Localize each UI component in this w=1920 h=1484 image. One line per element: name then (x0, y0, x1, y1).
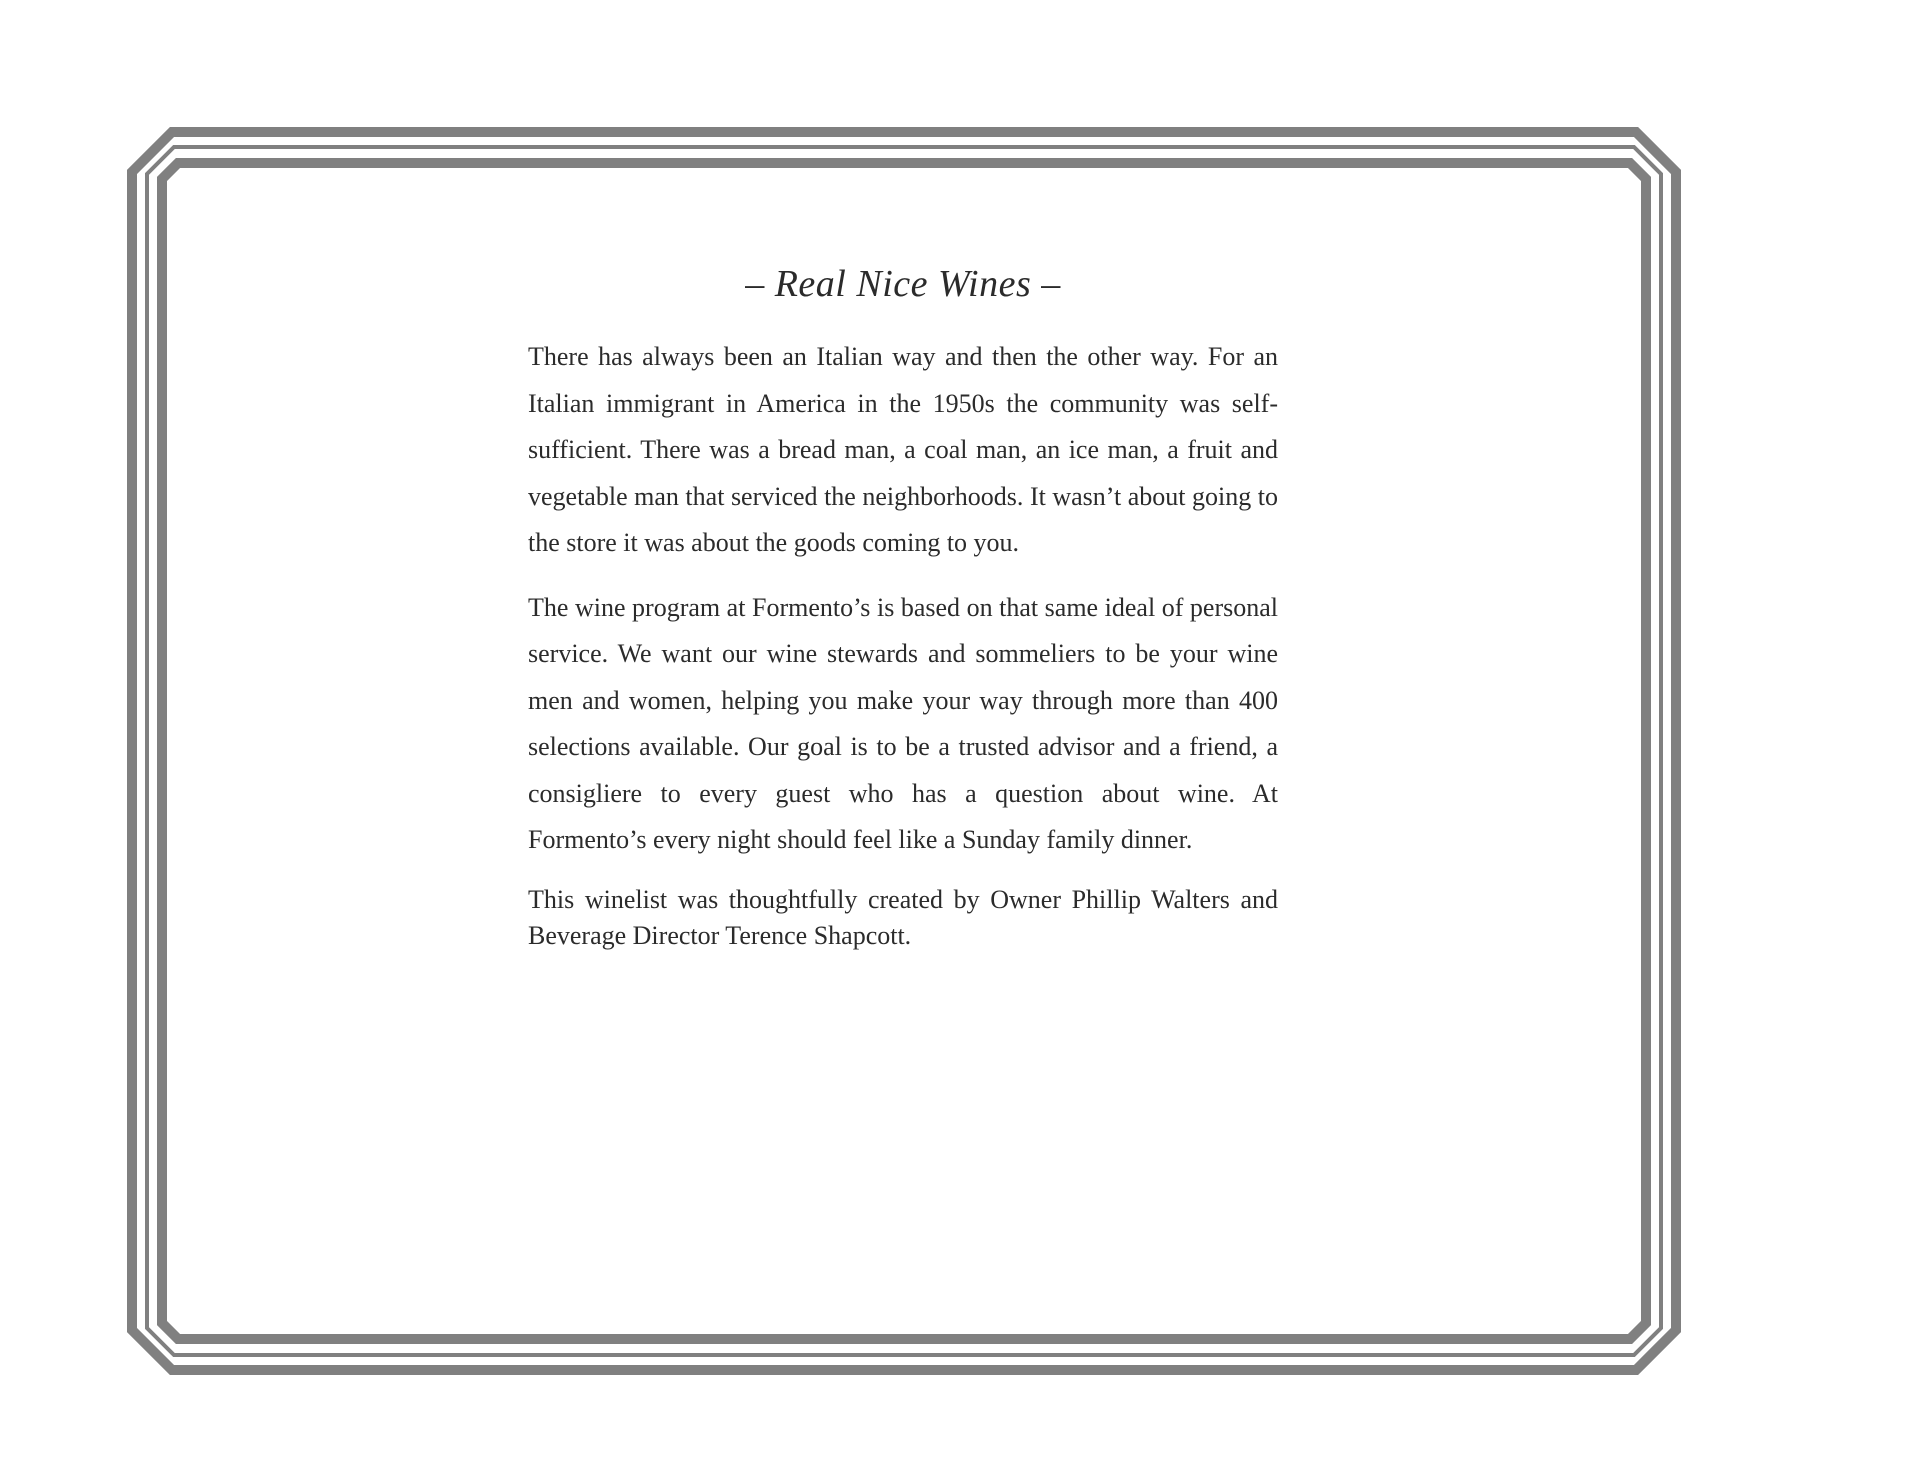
intro-paragraph-1: There has always been an Italian way and then the other way. For an Italian immigrant in America in the 1950s the community was self-sufficient. There was a bread man, a coal man, an ice man, a fruit and vegetable man that serviced the neighborhoods. It wasn’t about going to the store it was about the goods coming to you. (528, 342, 1278, 557)
page-title: – Real Nice Wines – (745, 263, 1061, 305)
intro-paragraph-2: The wine program at Formento’s is based on that same ideal of personal service. We want our wine stewards and sommeliers to be your wine men and women, helping you make your way through more than 400 selections available. Our goal is to be a trusted advisor and a friend, a consigliere to every guest who has a question about wine. At Formento’s every night should feel like a Sunday family dinner. (528, 592, 1278, 854)
wine-intro-content (528, 262, 1278, 972)
credits-paragraph: This winelist was thoughtfully created by Owner Phillip Walters and Beverage Director Terence Shapcott. (528, 884, 1278, 950)
